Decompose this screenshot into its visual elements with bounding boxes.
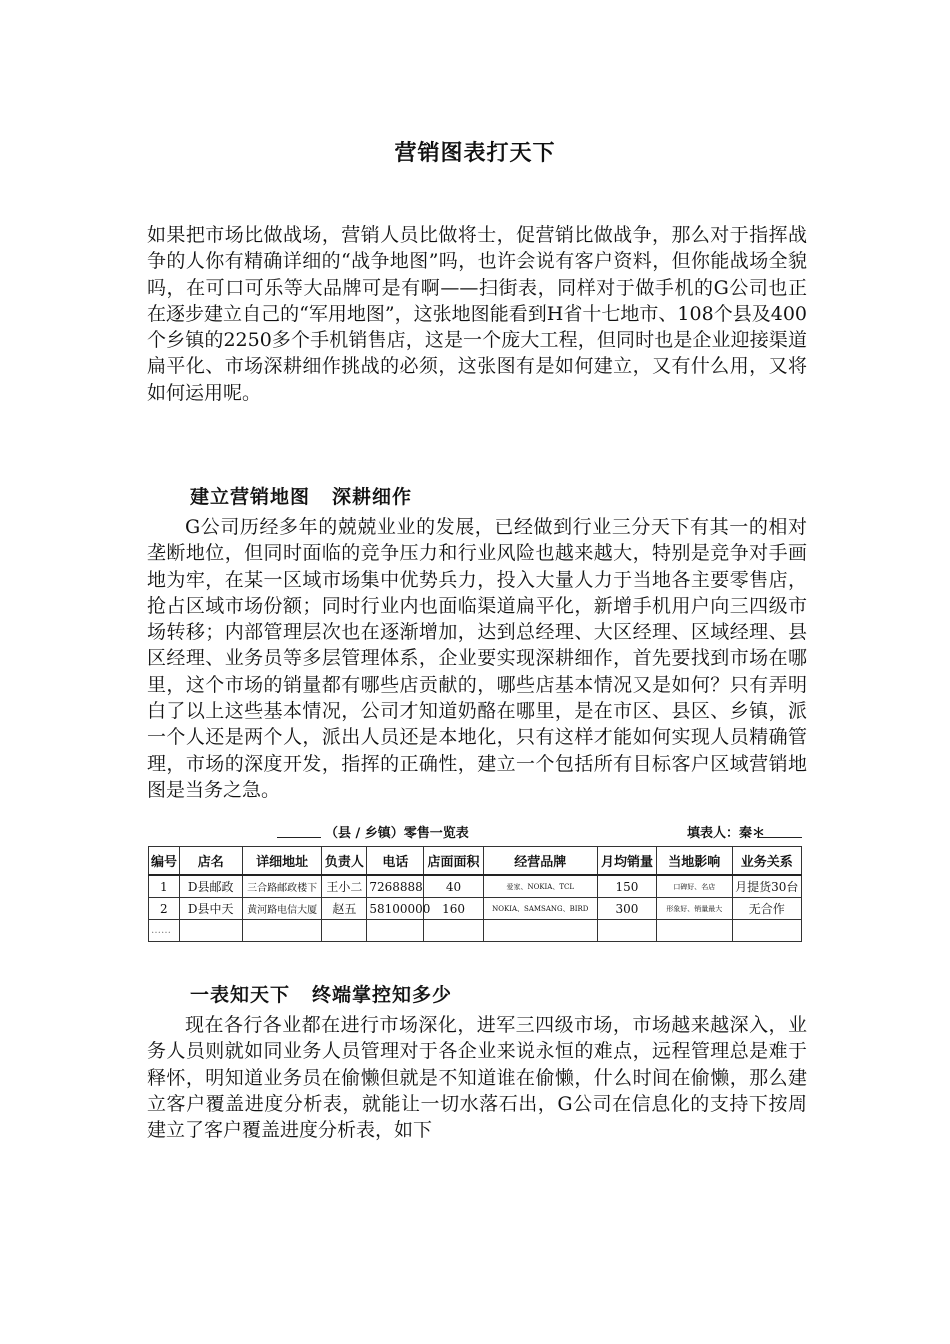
filler-label: 填表人：秦＊ xyxy=(687,826,766,841)
section-heading-2 xyxy=(190,980,452,1007)
col-header: 负责人 xyxy=(322,847,367,876)
section-2-paragraph: 现在各行各业都在进行市场深化，进军三四级市场，市场越来越深入，业务人员则就如同业务人员管理对于各企业来说永恒的难点，远程管理总是难于释怀，明知道业务员在偷懒但就是不知道谁在偷懒，什么时间在偷懒，那么建立客户覆盖进度分析表，就能让一切水落石出，G公司在信息化的支持下按周建立了客户覆盖进度分析表，如下 xyxy=(147,1014,807,1142)
section-heading-1-sub: 深耕细作 xyxy=(332,486,413,508)
caption-blank-line xyxy=(277,837,321,838)
table-cell: NOKIA、SAMSANG、BIRD xyxy=(483,898,597,920)
table-cell xyxy=(732,920,801,942)
section-heading-2-sub: 终端掌控知多少 xyxy=(312,984,453,1006)
table-cell: …… xyxy=(149,920,180,942)
table-title: （县 / 乡镇）零售一览表 xyxy=(325,826,469,841)
table-cell: 黄河路电信大厦 xyxy=(242,898,322,920)
table-cell: 7268888 xyxy=(367,875,424,898)
table-cell: 300 xyxy=(597,898,656,920)
col-header: 编号 xyxy=(149,847,180,876)
section-heading-2-main: 一表知天下 xyxy=(190,984,291,1006)
col-header: 电话 xyxy=(367,847,424,876)
table-cell: 赵五 xyxy=(322,898,367,920)
col-header: 店面面积 xyxy=(424,847,483,876)
table-cell: 口碑好、名店 xyxy=(657,875,733,898)
table-cell: 形象好、销量最大 xyxy=(657,898,733,920)
table-cell: 爱家、NOKIA、TCL xyxy=(483,875,597,898)
table-cell xyxy=(657,920,733,942)
col-header: 经营品牌 xyxy=(483,847,597,876)
page-title: 营销图表打天下 xyxy=(394,140,556,166)
table-header-row xyxy=(149,847,802,876)
col-header: 月均销量 xyxy=(597,847,656,876)
section-1-paragraph: G公司历经多年的兢兢业业的发展，已经做到行业三分天下有其一的相对垄断地位，但同时面临的竞争压力和行业风险也越来越大，特别是竞争对手画地为牢，在某一区域市场集中优势兵力，投入大量人力于当地各主要零售店，抢占区域市场份额；同时行业内也面临渠道扁平化，新增手机用户向三四级市场转移；内部管理层次也在逐渐增加，达到总经理、大区经理、区域经理、县区经理、业务员等多层管理体系，企业要实现深耕细作，首先要找到市场在哪里，这个市场的销量都有哪些店贡献的，哪些店基本情况又是如何？只有弄明白了以上这些基本情况，公司才知道奶酪在哪里，是在市区、县区、乡镇，派一个人还是两个人，派出人员还是本地化，只有这样才能如何实现人员精确管理，市场的深度开发，指挥的正确性，建立一个包括所有目标客户区域营销地图是当务之急。 xyxy=(147,516,807,801)
table-cell xyxy=(242,920,322,942)
section-heading-1-main: 建立营销地图 xyxy=(190,486,311,508)
col-header: 店名 xyxy=(179,847,242,876)
table-row xyxy=(149,898,802,920)
table-cell: 无合作 xyxy=(732,898,801,920)
col-header: 当地影响 xyxy=(657,847,733,876)
table-cell: 王小二 xyxy=(322,875,367,898)
table-cell: 月提货30台 xyxy=(732,875,801,898)
table-cell xyxy=(367,920,424,942)
table-cell xyxy=(597,920,656,942)
section-heading-1 xyxy=(190,482,412,509)
table-cell: 40 xyxy=(424,875,483,898)
table-cell: 三合路邮政楼下 xyxy=(242,875,322,898)
col-header: 详细地址 xyxy=(242,847,322,876)
intro-paragraph: 如果把市场比做战场，营销人员比做将士，促营销比做战争，那么对于指挥战争的人你有精确详细的“战争地图”吗，也许会说有客户资料，但你能战场全貌吗，在可口可乐等大品牌可是有啊——扫街表，同样对于做手机的G公司也正在逐步建立自己的“军用地图”，这张地图能看到H省十七地市、108个县及400个乡镇的2250多个手机销售店，这是一个庞大工程，但同时也是企业迎接渠道扁平化、市场深耕细作挑战的必须，这张图有是如何建立，又有什么用，又将如何运用呢。 xyxy=(147,224,807,404)
table-cell: 58100000 xyxy=(367,898,424,920)
table-cell: D县邮政 xyxy=(179,875,242,898)
table-cell xyxy=(424,920,483,942)
table-cell xyxy=(179,920,242,942)
table-cell: 150 xyxy=(597,875,656,898)
retail-table xyxy=(148,846,802,942)
table-row-empty xyxy=(149,920,802,942)
table-caption xyxy=(147,822,802,842)
table-cell: 160 xyxy=(424,898,483,920)
table-row xyxy=(149,875,802,898)
table-cell: 1 xyxy=(149,875,180,898)
col-header: 业务关系 xyxy=(732,847,801,876)
table-cell: D县中天 xyxy=(179,898,242,920)
table-cell xyxy=(322,920,367,942)
filler-blank-line xyxy=(757,837,802,838)
table-cell xyxy=(483,920,597,942)
table-cell: 2 xyxy=(149,898,180,920)
